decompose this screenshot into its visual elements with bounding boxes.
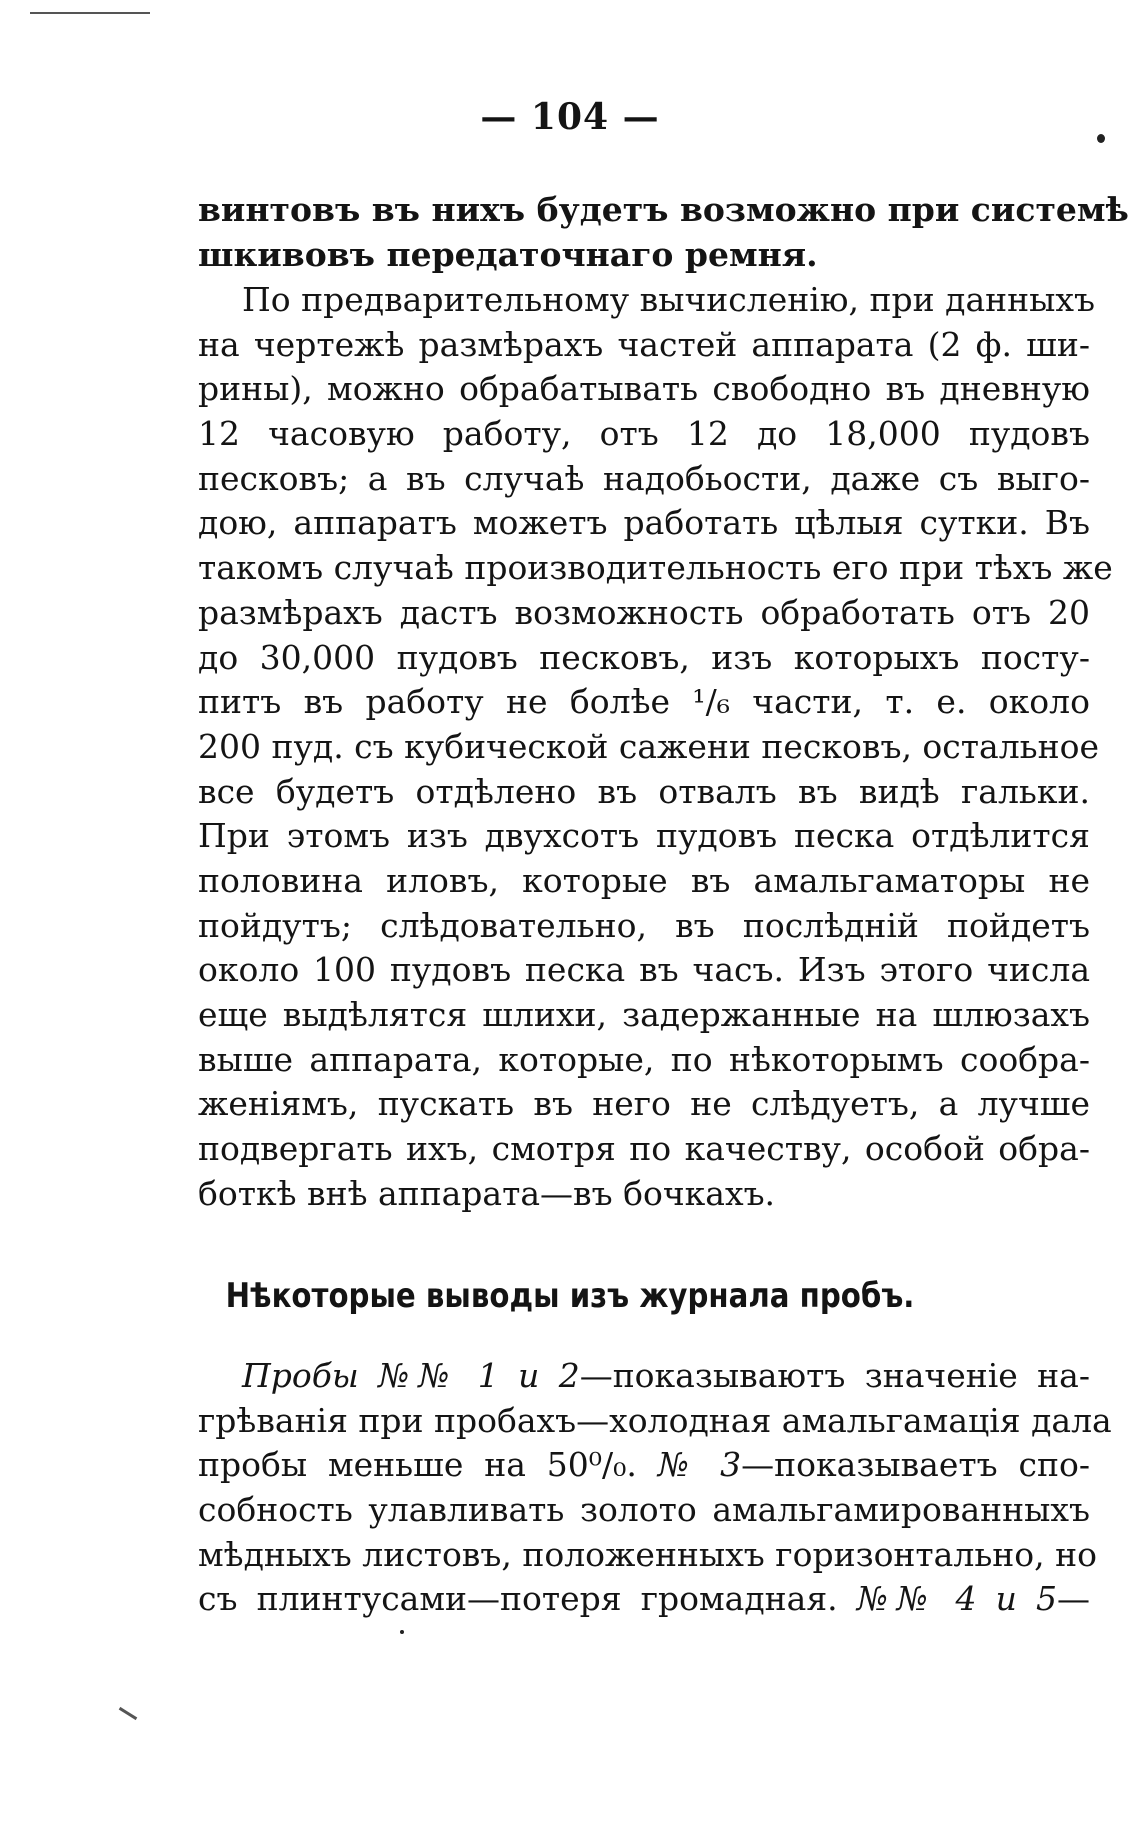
scan-speck bbox=[400, 1630, 404, 1634]
section-heading: Нѣкоторые выводы изъ журнала пробъ. bbox=[225, 1276, 915, 1316]
text-run: пробы меньше на 50⁰/₀. bbox=[198, 1445, 637, 1485]
text-line bbox=[198, 1354, 1090, 1399]
text-line: подвергать ихъ, смотря по качеству, особой обра- bbox=[198, 1129, 1090, 1169]
text-line bbox=[198, 1443, 1090, 1488]
text-line: песковъ; а въ случаѣ надобьости, даже съ выго- bbox=[198, 458, 1090, 498]
text-line: все будетъ отдѣлено въ отвалъ въ видѣ гальки. bbox=[198, 771, 1090, 811]
text-line: питъ въ работу не болѣе ¹/₆ части, т. е. около bbox=[198, 682, 1090, 722]
text-line: При этомъ изъ двухсотъ пудовъ песка отдѣлится bbox=[198, 816, 1090, 856]
text-line: собность улавливать золото амальгамированныхъ bbox=[198, 1490, 1090, 1530]
text-line: 200 пуд. съ кубической сажени песковъ, остальное bbox=[198, 726, 1100, 766]
text-line: винтовъ въ нихъ будетъ возможно при системѣ bbox=[198, 190, 1129, 229]
text-line bbox=[198, 1577, 1090, 1622]
text-run: —показываетъ спо- bbox=[741, 1445, 1090, 1485]
paragraph-continuation bbox=[198, 188, 1129, 277]
text-run: съ плинтусами—потеря громадная. bbox=[198, 1579, 838, 1619]
paragraph-main bbox=[198, 278, 1113, 1216]
paragraph-results bbox=[198, 1354, 1112, 1622]
text-line: такомъ случаѣ производительность его при тѣхъ же bbox=[198, 548, 1113, 588]
scan-mark bbox=[119, 1707, 138, 1720]
text-line: пойдутъ; слѣдовательно, въ послѣдній пойдетъ bbox=[198, 905, 1090, 945]
text-line: еще выдѣлятся шлихи, задержанные на шлюзахъ bbox=[198, 995, 1090, 1034]
text-line: мѣдныхъ листовъ, положенныхъ горизонтально, но bbox=[198, 1534, 1097, 1574]
text-line: грѣванія при пробахъ—холодная амальгамація дала bbox=[198, 1400, 1112, 1440]
text-line: размѣрахъ дастъ возможность обработать отъ 20 bbox=[198, 592, 1090, 632]
text-line: выше аппарата, которые, по нѣкоторымъ сообра- bbox=[198, 1039, 1090, 1079]
italic-run: Пробы №№ 1 и 2 bbox=[242, 1356, 580, 1395]
italic-run: № 3 bbox=[657, 1445, 742, 1485]
text-line: половина иловъ, которые въ амальгаматоры не bbox=[198, 860, 1090, 900]
text-line: до 30,000 пудовъ песковъ, изъ которыхъ посту- bbox=[198, 637, 1090, 677]
text-run: —показываютъ значеніе на- bbox=[579, 1356, 1090, 1395]
text-line: дою, аппаратъ можетъ работать цѣлыя сутки. Въ bbox=[198, 503, 1090, 543]
text-line: женіямъ, пускать въ него не слѣдуетъ, а лучше bbox=[198, 1084, 1090, 1124]
text-line: По предварительному вычисленію, при данныхъ bbox=[242, 280, 1095, 319]
text-line: боткѣ внѣ аппарата—въ бочкахъ. bbox=[198, 1173, 776, 1213]
text-line: шкивовъ передаточнаго ремня. bbox=[198, 234, 818, 274]
scan-mark bbox=[30, 12, 150, 14]
text-line: рины), можно обрабатывать свободно въ дневную bbox=[198, 369, 1090, 409]
text-line: 12 часовую работу, отъ 12 до 18,000 пудовъ bbox=[198, 414, 1090, 454]
text-run: — bbox=[1057, 1579, 1090, 1619]
text-line: на чертежѣ размѣрахъ частей аппарата (2 ф. ши- bbox=[198, 324, 1090, 364]
text-line: около 100 пудовъ песка въ часъ. Изъ этого числа bbox=[198, 950, 1090, 990]
page-number: — 104 — bbox=[480, 96, 660, 138]
italic-run: №№ 4 и 5 bbox=[856, 1579, 1057, 1619]
